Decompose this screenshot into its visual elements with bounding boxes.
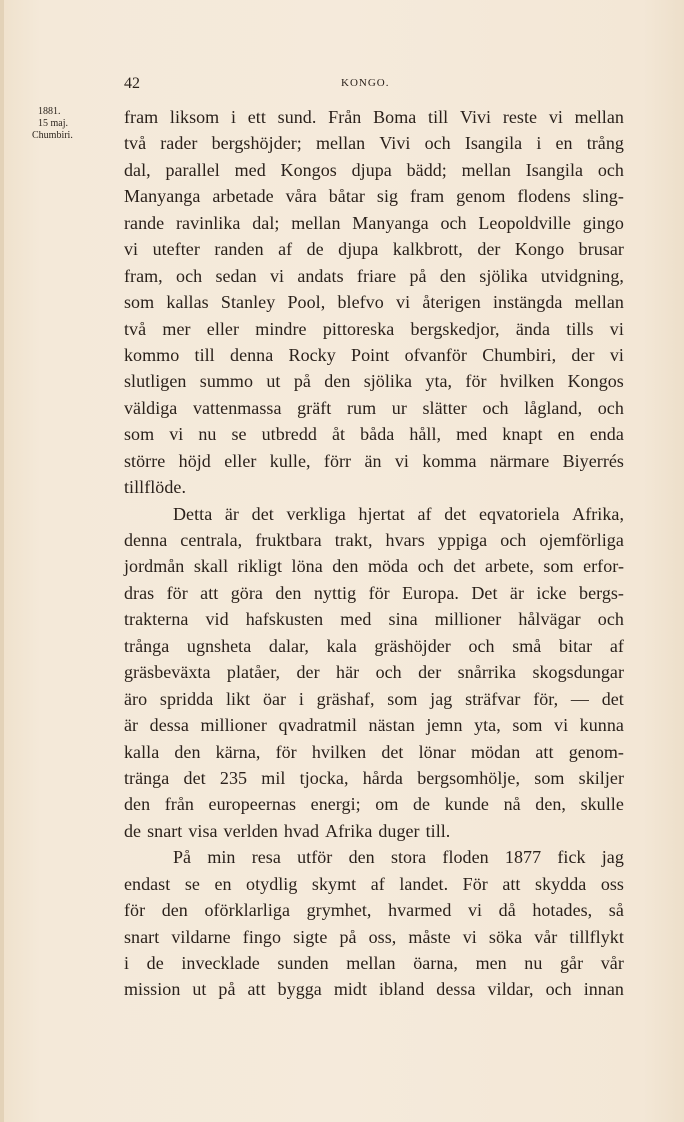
- text-line: mission ut på att bygga midt ibland dessa vildar, och innan: [124, 979, 624, 1000]
- text-line: större höjd eller kulle, förr än vi komma närmare Biyerrés: [124, 450, 624, 471]
- text-line: jordmån skall rikligt löna den möda och det arbete, som erfor-: [124, 556, 624, 577]
- running-title: KONGO.: [341, 77, 390, 89]
- text-line: Detta är det verkliga hjertat af det eqvatoriela Afrika,: [173, 503, 624, 524]
- text-line: gräsbeväxta platåer, der här och der snårrika skogsdungar: [124, 662, 624, 683]
- margin-note: [28, 106, 120, 142]
- page-edge: [0, 0, 4, 1122]
- text-line: trånga ugnsheta dalar, kala gräshöjder och små bitar af: [124, 635, 624, 656]
- text-line: kalla den kärna, för hvilken det lönar mödan att genom-: [124, 741, 624, 762]
- text-line: två mer eller mindre pittoreska bergskedjor, ända tills vi: [124, 318, 624, 339]
- text-line: som vi nu se utbredd åt båda håll, med knapt en enda: [124, 424, 624, 445]
- text-line: är dessa millioner qvadratmil nästan jemn yta, som vi kunna: [124, 715, 624, 736]
- text-line: de snart visa verlden hvad Afrika duger till.: [124, 820, 451, 841]
- text-line: På min resa utför den stora floden 1877 fick jag: [173, 847, 624, 868]
- text-line: fram, och sedan vi andats friare på den sjölika utvidgning,: [124, 265, 624, 286]
- text-line: tillflöde.: [124, 477, 186, 498]
- text-line: dras för att göra den nyttig för Europa. Det är icke bergs-: [124, 582, 624, 603]
- page-number: 42: [124, 75, 140, 92]
- text-line: tränga det 235 mil tjocka, hårda bergsomhölje, som skiljer: [124, 767, 624, 788]
- text-line: två rader bergshöjder; mellan Vivi och Isangila i en trång: [124, 133, 624, 154]
- margin-year: 1881.: [38, 106, 61, 117]
- text-line: endast se en otydlig skymt af landet. För att skydda oss: [124, 873, 624, 894]
- text-line: i de invecklade sunden mellan öarna, men nu går vår: [124, 953, 624, 973]
- running-head: [124, 75, 624, 95]
- text-line: Manyanga arbetade våra båtar sig fram genom flodens sling-: [124, 186, 624, 207]
- text-line: slutligen summo ut på den sjölika yta, för hvilken Kongos: [124, 371, 624, 392]
- text-line: som kallas Stanley Pool, blefvo vi återigen instängda mellan: [124, 292, 624, 313]
- margin-place: Chumbiri.: [32, 130, 73, 141]
- text-line: snart vildarne fingo sigte på oss, måste vi söka vår tillflykt: [124, 926, 624, 947]
- text-line: väldiga vattenmassa gräft rum ur slätter och lågland, och: [124, 397, 624, 418]
- text-line: denna centrala, fruktbara trakt, hvars yppiga och ojemförliga: [124, 530, 624, 550]
- text-line: trakterna vid hafskusten med sina millioner hålvägar och: [124, 609, 624, 630]
- text-line: fram liksom i ett sund. Från Boma till Vivi reste vi mellan: [124, 107, 624, 127]
- margin-date: 15 maj.: [38, 118, 68, 129]
- text-line: kommo till denna Rocky Point ofvanför Chumbiri, der vi: [124, 344, 624, 365]
- body-text: [124, 104, 624, 1003]
- text-line: för den oförklarliga grymhet, hvarmed vi då hotades, så: [124, 900, 624, 921]
- text-line: dal, parallel med Kongos djupa bädd; mellan Isangila och: [124, 159, 624, 180]
- text-line: den från europeernas energi; om de kunde nå den, skulle: [124, 794, 624, 815]
- text-line: rande ravinlika dal; mellan Manyanga och Leopoldville gingo: [124, 212, 624, 233]
- text-line: äro spridda likt öar i gräshaf, som jag sträfvar för, — det: [124, 688, 624, 709]
- text-line: vi utefter randen af de djupa kalkbrott, der Kongo brusar: [124, 239, 624, 260]
